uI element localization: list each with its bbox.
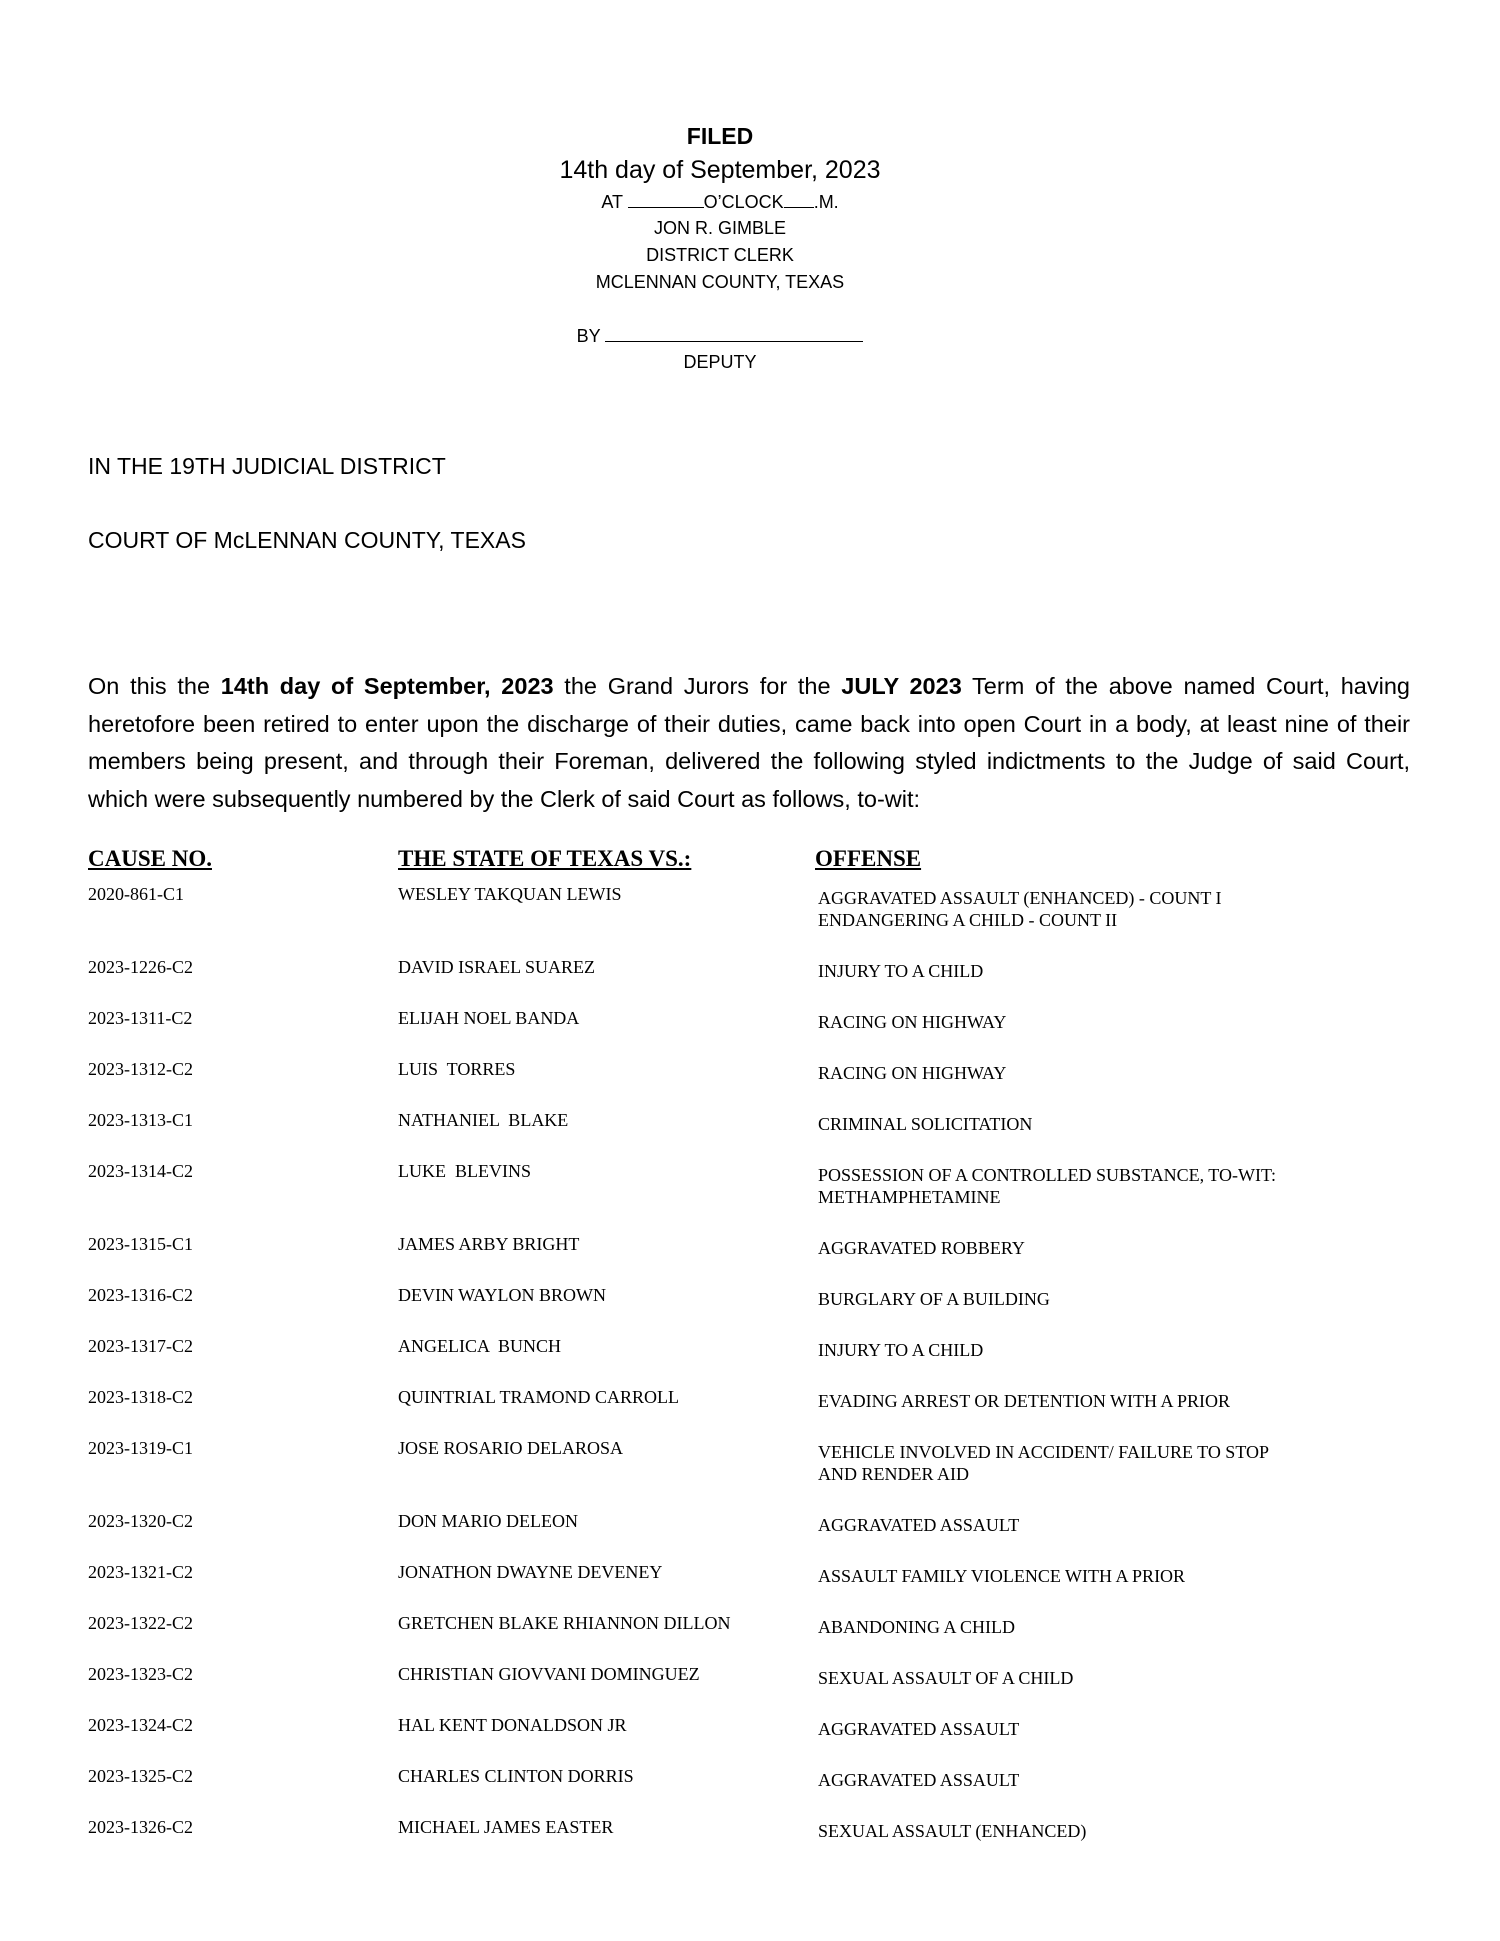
table-row	[0, 1008, 1500, 1059]
table-row	[0, 957, 1500, 1008]
header-defendant: THE STATE OF TEXAS VS.:	[398, 846, 692, 871]
defendant-name: HAL KENT DONALDSON JR	[398, 1715, 627, 1735]
clerk-name: JON R. GIMBLE	[653, 218, 787, 238]
offense	[818, 1667, 1378, 1689]
cause-number: 2020-861-C1	[88, 884, 184, 904]
defendant-name: JAMES ARBY BRIGHT	[398, 1234, 580, 1254]
table-row	[0, 1110, 1500, 1161]
filed-time-line	[520, 191, 920, 213]
cause-number: 2023-1314-C2	[88, 1161, 193, 1181]
offense	[818, 1237, 1378, 1259]
offense	[818, 1113, 1378, 1135]
table-row	[0, 1336, 1500, 1387]
offense	[818, 1288, 1378, 1310]
offense-line: METHAMPHETAMINE	[818, 1187, 1001, 1207]
offense-line: SEXUAL ASSAULT OF A CHILD	[818, 1668, 1074, 1688]
offense	[818, 1011, 1378, 1033]
offense	[818, 1616, 1378, 1638]
cause-number: 2023-1313-C1	[88, 1110, 193, 1130]
table-row	[0, 1817, 1500, 1868]
para-date: 14th day of September, 2023	[220, 673, 554, 699]
offense	[818, 1718, 1378, 1740]
clerk-county: MCLENNAN COUNTY, TEXAS	[595, 272, 845, 292]
table-row	[0, 884, 1500, 957]
court-county: COURT OF McLENNAN COUNTY, TEXAS	[88, 527, 526, 553]
table-row	[0, 1059, 1500, 1110]
defendant-name: MICHAEL JAMES EASTER	[398, 1817, 614, 1837]
defendant-name: CHARLES CLINTON DORRIS	[398, 1766, 634, 1786]
cause-number: 2023-1318-C2	[88, 1387, 193, 1407]
table-row	[0, 1715, 1500, 1766]
table-row	[0, 1234, 1500, 1285]
defendant-name: WESLEY TAKQUAN LEWIS	[398, 884, 622, 904]
offense-line: POSSESSION OF A CONTROLLED SUBSTANCE, TO-WIT:	[818, 1165, 1277, 1185]
offense-line: AGGRAVATED ASSAULT	[818, 1515, 1020, 1535]
cause-number: 2023-1319-C1	[88, 1438, 193, 1458]
table-row	[0, 1285, 1500, 1336]
cause-number: 2023-1311-C2	[88, 1008, 193, 1028]
offense-line: AND RENDER AID	[818, 1464, 969, 1484]
offense	[818, 1062, 1378, 1084]
clerk-title: DISTRICT CLERK	[646, 245, 794, 265]
defendant-name: CHRISTIAN GIOVVANI DOMINGUEZ	[398, 1664, 700, 1684]
defendant-name: GRETCHEN BLAKE RHIANNON DILLON	[398, 1613, 731, 1633]
table-row	[0, 1161, 1500, 1234]
offense	[818, 1339, 1378, 1361]
header-offense: OFFENSE	[815, 846, 922, 871]
defendant-name: NATHANIEL BLAKE	[398, 1110, 569, 1130]
table-row	[0, 1664, 1500, 1715]
deputy-label: DEPUTY	[683, 352, 757, 372]
table-row	[0, 1387, 1500, 1438]
defendant-name: QUINTRIAL TRAMOND CARROLL	[398, 1387, 679, 1407]
offense	[818, 1514, 1378, 1536]
offense	[818, 1164, 1378, 1208]
offense-line: BURGLARY OF A BUILDING	[818, 1289, 1050, 1309]
court-district: IN THE 19TH JUDICIAL DISTRICT	[88, 453, 446, 479]
table-row	[0, 1766, 1500, 1817]
offense-line: ENDANGERING A CHILD - COUNT II	[818, 910, 1118, 930]
offense-line: RACING ON HIGHWAY	[818, 1012, 1007, 1032]
cause-number: 2023-1323-C2	[88, 1664, 193, 1684]
offense	[818, 1390, 1378, 1412]
offense	[818, 887, 1378, 931]
offense-line: AGGRAVATED ROBBERY	[818, 1238, 1025, 1258]
hour-blank	[628, 191, 704, 208]
defendant-name: ANGELICA BUNCH	[398, 1336, 562, 1356]
offense-line: RACING ON HIGHWAY	[818, 1063, 1007, 1083]
defendant-name: DON MARIO DELEON	[398, 1511, 578, 1531]
oclock-label: O’CLOCK	[703, 192, 784, 212]
defendant-name: LUKE BLEVINS	[398, 1161, 531, 1181]
filed-label: FILED	[686, 123, 754, 149]
defendant-name: DAVID ISRAEL SUAREZ	[398, 957, 596, 977]
indictment-table	[0, 884, 1500, 1868]
cause-number: 2023-1324-C2	[88, 1715, 193, 1735]
defendant-name: JOSE ROSARIO DELAROSA	[398, 1438, 624, 1458]
by-line	[520, 325, 920, 347]
table-row	[0, 1438, 1500, 1511]
offense-line: EVADING ARREST OR DETENTION WITH A PRIOR	[818, 1391, 1231, 1411]
defendant-name: DEVIN WAYLON BROWN	[398, 1285, 606, 1305]
cause-number: 2023-1317-C2	[88, 1336, 193, 1356]
at-label: AT	[601, 192, 623, 212]
offense	[818, 1441, 1378, 1485]
offense-line: CRIMINAL SOLICITATION	[818, 1114, 1033, 1134]
indictment-paragraph	[88, 668, 1410, 818]
table-row	[0, 1562, 1500, 1613]
offense-line: SEXUAL ASSAULT (ENHANCED)	[818, 1821, 1087, 1841]
cause-number: 2023-1325-C2	[88, 1766, 193, 1786]
offense-line: INJURY TO A CHILD	[818, 1340, 984, 1360]
offense-line: INJURY TO A CHILD	[818, 961, 984, 981]
table-row	[0, 1613, 1500, 1664]
para-term: JULY 2023	[841, 673, 962, 699]
meridiem-blank	[784, 191, 814, 208]
cause-number: 2023-1320-C2	[88, 1511, 193, 1531]
defendant-name: JONATHON DWAYNE DEVENEY	[398, 1562, 663, 1582]
offense-line: ABANDONING A CHILD	[818, 1617, 1015, 1637]
cause-number: 2023-1321-C2	[88, 1562, 193, 1582]
table-row	[0, 1511, 1500, 1562]
filed-date: 14th day of September, 2023	[559, 156, 881, 184]
para-part-2: the Grand Jurors for the	[553, 673, 842, 699]
cause-number: 2023-1315-C1	[88, 1234, 193, 1254]
cause-number: 2023-1312-C2	[88, 1059, 193, 1079]
signature-blank	[605, 325, 863, 342]
offense	[818, 1565, 1378, 1587]
offense-line: AGGRAVATED ASSAULT	[818, 1770, 1020, 1790]
offense	[818, 960, 1378, 982]
cause-number: 2023-1226-C2	[88, 957, 193, 977]
offense	[818, 1820, 1378, 1842]
offense-line: VEHICLE INVOLVED IN ACCIDENT/ FAILURE TO STOP	[818, 1442, 1270, 1462]
by-label: BY	[576, 326, 601, 346]
cause-number: 2023-1322-C2	[88, 1613, 193, 1633]
offense	[818, 1769, 1378, 1791]
offense-line: AGGRAVATED ASSAULT	[818, 1719, 1020, 1739]
defendant-name: ELIJAH NOEL BANDA	[398, 1008, 580, 1028]
defendant-name: LUIS TORRES	[398, 1059, 516, 1079]
para-part-1: On this the	[88, 673, 221, 699]
meridiem-label: .M.	[813, 192, 839, 212]
cause-number: 2023-1316-C2	[88, 1285, 193, 1305]
header-cause-no: CAUSE NO.	[88, 846, 212, 871]
offense-line: AGGRAVATED ASSAULT (ENHANCED) - COUNT I	[818, 888, 1222, 908]
cause-number: 2023-1326-C2	[88, 1817, 193, 1837]
offense-line: ASSAULT FAMILY VIOLENCE WITH A PRIOR	[818, 1566, 1186, 1586]
para-part-3: Term of the above named Court, having heretofore been retired to enter upon the discharge of their duties, came back into open Court in a body, at least nine of their members being present, and through their Foreman, delivered the following styled indictments to the Judge of said Court, which were subsequently numbered by the Clerk of said Court as follows, to-wit:	[88, 673, 1410, 812]
